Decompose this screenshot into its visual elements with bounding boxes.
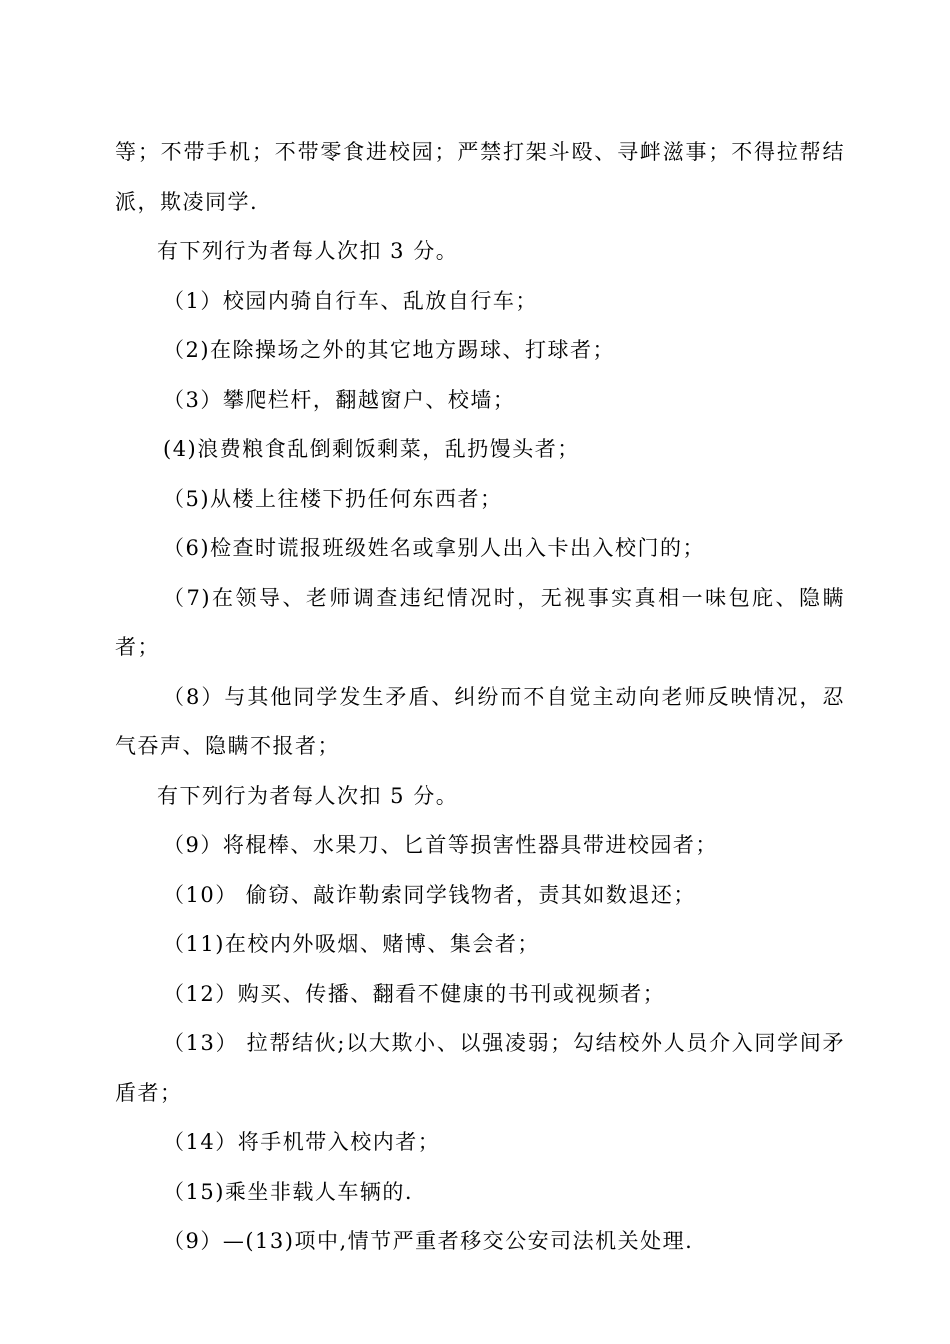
paragraph-section-5-points: 有下列行为者每人次扣 5 分。	[157, 783, 459, 808]
list-item-4: (4)浪费粮食乱倒剩饭剩菜，乱扔馒头者；	[163, 437, 580, 461]
closing-note: （9）—(13)项中,情节严重者移交公安司法机关处理.	[163, 1229, 694, 1253]
list-item-6: （6)检查时谎报班级姓名或拿别人出入卡出入校门的；	[163, 536, 706, 560]
list-item-8: （8）与其他同学发生矛盾、纠纷而不自觉主动向老师反映情况，忍气吞声、隐瞒不报者；	[115, 684, 845, 758]
list-item-11: （11)在校内外吸烟、赌博、集会者；	[163, 932, 540, 956]
list-item-9: （9）将棍棒、水果刀、匕首等损害性器具带进校园者；	[163, 833, 718, 857]
list-item-3: （3）攀爬栏杆，翻越窗户、校墙；	[163, 387, 516, 412]
list-item-2: （2)在除操场之外的其它地方踢球、打球者；	[163, 338, 616, 362]
list-item-12: （12）购买、传播、翻看不健康的书刊或视频者；	[163, 981, 666, 1006]
document-body	[115, 128, 845, 1267]
list-item-13: （13） 拉帮结伙;以大欺小、以强凌弱；勾结校外人员介入同学间矛盾者；	[115, 1031, 845, 1105]
list-item-5: （5)从楼上往楼下扔任何东西者；	[163, 486, 503, 511]
list-item-10: （10） 偷窃、敲诈勒索同学钱物者，责其如数退还；	[163, 882, 696, 907]
paragraph-section-3-points: 有下列行为者每人次扣 3 分。	[157, 239, 459, 263]
list-item-14: （14）将手机带入校内者；	[163, 1130, 441, 1154]
paragraph-continuation: 等；不带手机；不带零食进校园；严禁打架斗殴、寻衅滋事；不得拉帮结派，欺凌同学.	[115, 140, 845, 214]
list-item-15: （15)乘坐非载人车辆的.	[163, 1179, 414, 1204]
list-item-7: （7)在领导、老师调查违纪情况时，无视事实真相一味包庇、隐瞒者；	[115, 585, 845, 659]
list-item-1: （1）校园内骑自行车、乱放自行车；	[163, 288, 538, 313]
